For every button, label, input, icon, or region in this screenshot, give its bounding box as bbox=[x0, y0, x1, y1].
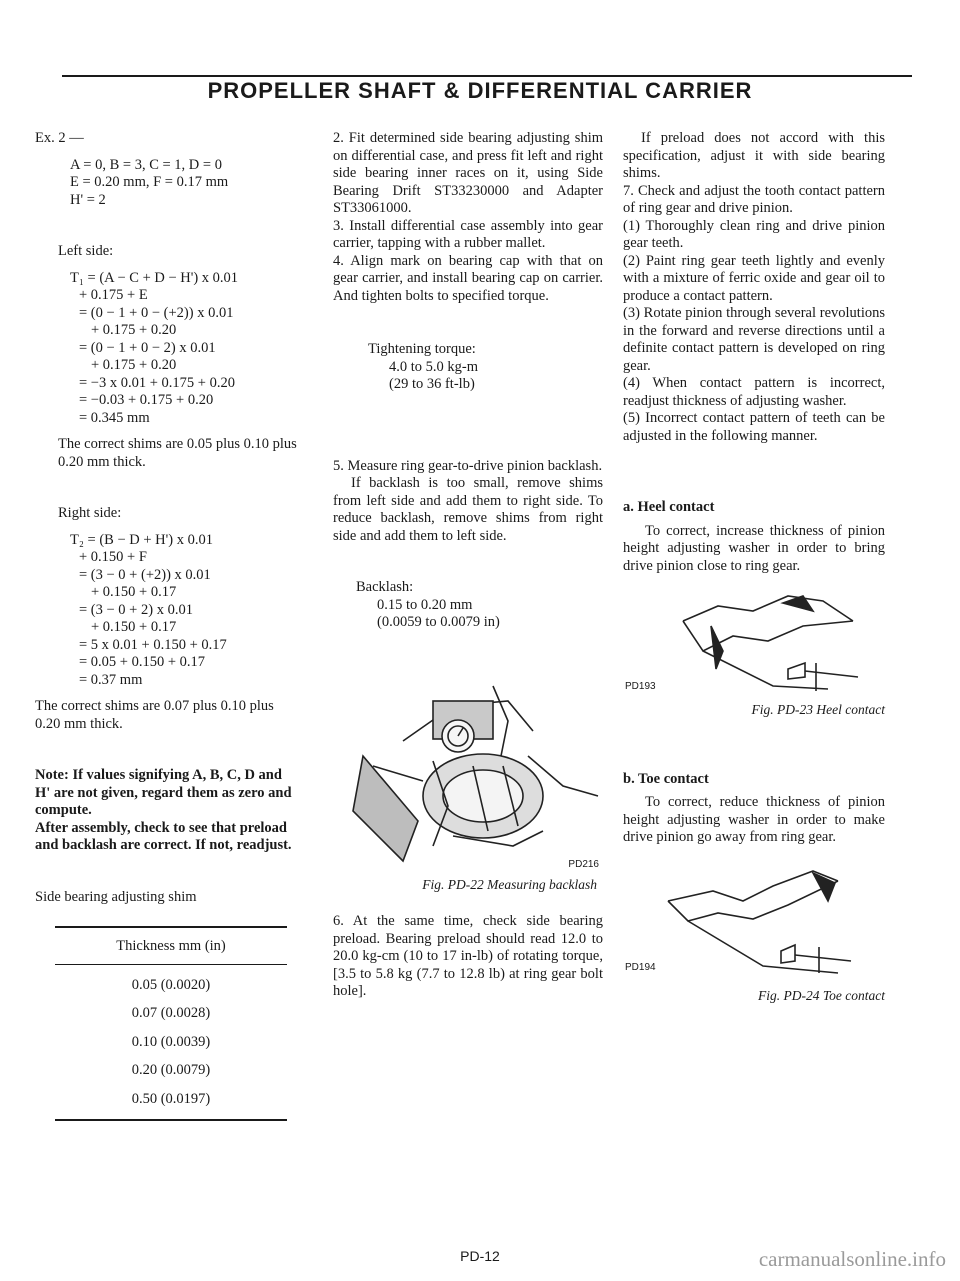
formula-line: = 0.37 mm bbox=[79, 671, 143, 688]
variables-line: H' = 2 bbox=[70, 191, 106, 208]
formula-line: T₂ = (B − D + H') x 0.01 bbox=[70, 531, 213, 548]
fig-code: PD216 bbox=[568, 859, 599, 870]
variables-line: A = 0, B = 3, C = 1, D = 0 bbox=[70, 156, 222, 173]
heel-contact-drawing bbox=[623, 581, 885, 701]
formula-line: = (0 − 1 + 0 − 2) x 0.01 bbox=[79, 339, 216, 356]
step-7: 7. Check and adjust the tooth contact pattern of ring gear and drive pinion. bbox=[623, 182, 885, 216]
toe-contact-drawing bbox=[623, 861, 885, 987]
fig-caption: Fig. PD-24 Toe contact bbox=[758, 987, 885, 1003]
substep-2: (2) Paint ring gear teeth lightly and evenly with a mixture of ferric oxide and gear oil to produce a contact pattern. bbox=[623, 252, 885, 304]
formula-line: = 0.05 + 0.150 + 0.17 bbox=[79, 654, 206, 670]
shim-table bbox=[55, 926, 287, 1121]
step-3: 3. Install differential case assembly into gear carrier, tapping with a rubber mallet. bbox=[333, 217, 603, 251]
formula-line: + 0.150 + 0.17 bbox=[91, 619, 177, 635]
note: Note: If values signifying A, B, C, D and H' are not given, regard them as zero and compute. bbox=[35, 767, 292, 818]
backlash-value: (0.0059 to 0.0079 in) bbox=[377, 614, 500, 630]
right-result: The correct shims are 0.07 plus 0.10 plus 0.20 mm thick. bbox=[35, 698, 274, 732]
fig-code: PD194 bbox=[625, 962, 656, 973]
formula-line: = (3 − 0 + (+2)) x 0.01 bbox=[79, 566, 211, 583]
fig-pd22-illustration bbox=[333, 646, 603, 876]
substep-4: (4) When contact pattern is incorrect, readjust thickness of adjusting washer. bbox=[623, 375, 885, 409]
toe-contact-text: To correct, reduce thickness of pinion height adjusting washer in order to make drive pinion go away from ring gear. bbox=[623, 794, 885, 845]
backlash-value: 0.15 to 0.20 mm bbox=[377, 596, 473, 613]
fig-code: PD193 bbox=[625, 680, 656, 692]
left-side-label: Left side: bbox=[58, 243, 114, 259]
fig-caption: Fig. PD-22 Measuring backlash bbox=[422, 876, 597, 892]
preload-note: If preload does not accord with this specification, adjust it with side bearing shims. bbox=[623, 130, 885, 181]
fig-pd23-illustration bbox=[623, 581, 885, 701]
substep-1: (1) Thoroughly clean ring and drive pinion gear teeth. bbox=[623, 217, 885, 251]
note-after-assembly: After assembly, check to see that preload and backlash are correct. If not, readjust. bbox=[35, 819, 292, 853]
substep-5: (5) Incorrect contact pattern of teeth can be adjusted in the following manner. bbox=[623, 410, 885, 444]
formula-line: + 0.150 + F bbox=[79, 549, 147, 565]
variables-line: E = 0.20 mm, F = 0.17 mm bbox=[70, 174, 229, 190]
table-row: 0.10 (0.0039) bbox=[131, 1033, 211, 1050]
table-row: 0.20 (0.0079) bbox=[131, 1062, 211, 1078]
formula-line: + 0.175 + 0.20 bbox=[91, 357, 177, 373]
right-side-label: Right side: bbox=[58, 505, 122, 521]
step-5-detail: If backlash is too small, remove shims from left side and add them to right side. To reduce backlash, remove shims from right side and add them to left side. bbox=[333, 475, 603, 544]
page-title: PROPELLER SHAFT & DIFFERENTIAL CARRIER bbox=[207, 78, 753, 103]
torque-value: 4.0 to 5.0 kg-m bbox=[389, 358, 479, 375]
torque-label: Tightening torque: bbox=[368, 341, 476, 357]
formula-line: T₁ = (A − C + D − H') x 0.01 bbox=[70, 269, 239, 286]
heel-contact-text: To correct, increase thickness of pinion height adjusting washer in order to bring drive pinion close to ring gear. bbox=[623, 522, 885, 574]
formula-line: = 5 x 0.01 + 0.150 + 0.17 bbox=[79, 636, 227, 653]
formula-line: = 0.345 mm bbox=[79, 409, 150, 426]
torque-value: (29 to 36 ft-lb) bbox=[389, 376, 475, 392]
table-rule bbox=[55, 1119, 287, 1121]
formula-line: + 0.175 + E bbox=[79, 287, 148, 303]
heel-contact-title: a. Heel contact bbox=[623, 499, 715, 515]
table-row: 0.50 (0.0197) bbox=[131, 1090, 211, 1107]
watermark: carmanualsonline.info bbox=[758, 1247, 946, 1271]
fig-pd24-illustration bbox=[623, 861, 885, 987]
example-label: Ex. 2 — bbox=[35, 130, 84, 146]
left-result: The correct shims are 0.05 plus 0.10 plus 0.20 mm thick. bbox=[58, 436, 297, 470]
fig-caption: Fig. PD-23 Heel contact bbox=[751, 702, 885, 717]
left-column bbox=[35, 130, 300, 1121]
formula-line: = (3 − 0 + 2) x 0.01 bbox=[79, 601, 193, 618]
table-row: 0.05 (0.0020) bbox=[131, 976, 211, 993]
header-rule bbox=[62, 75, 912, 77]
toe-contact-title: b. Toe contact bbox=[623, 770, 709, 787]
formula-line: = −0.03 + 0.175 + 0.20 bbox=[79, 392, 214, 408]
middle-column bbox=[333, 130, 603, 1001]
right-column bbox=[623, 130, 885, 1004]
formula-line: = (0 − 1 + 0 − (+2)) x 0.01 bbox=[79, 304, 234, 321]
step-2: 2. Fit determined side bearing adjusting shim on differential case, and press fit left and right side bearing inner races on it, using Side Bearing Drift ST33230000 and Adapter ST33061000. bbox=[333, 130, 603, 216]
step-5: 5. Measure ring gear-to-drive pinion backlash. bbox=[333, 457, 603, 474]
page-number: PD-12 bbox=[460, 1248, 500, 1264]
formula-line: = −3 x 0.01 + 0.175 + 0.20 bbox=[79, 374, 235, 391]
backlash-label: Backlash: bbox=[356, 579, 414, 595]
formula-line: + 0.175 + 0.20 bbox=[91, 322, 177, 338]
table-row: 0.07 (0.0028) bbox=[131, 1005, 211, 1021]
step-6: 6. At the same time, check side bearing preload. Bearing preload should read 12.0 to 20.0 kg-cm (10 to 17 in-lb) of rotating torque, [3.5 to 5.8 kg (7.7 to 12.8 lb) at ring gear bolt hole]. bbox=[333, 913, 603, 999]
backlash-measurement-drawing bbox=[333, 646, 603, 876]
formula-line: + 0.150 + 0.17 bbox=[91, 584, 177, 600]
table-header: Thickness mm (in) bbox=[116, 938, 226, 954]
step-4: 4. Align mark on bearing cap with that on gear carrier, and install bearing cap on carrier. And tighten bolts to specified torque. bbox=[333, 252, 603, 304]
substep-3: (3) Rotate pinion through several revolutions in the forward and reverse directions until a definite contact pattern is developed on ring gear. bbox=[623, 305, 885, 374]
table-title: Side bearing adjusting shim bbox=[35, 888, 197, 905]
